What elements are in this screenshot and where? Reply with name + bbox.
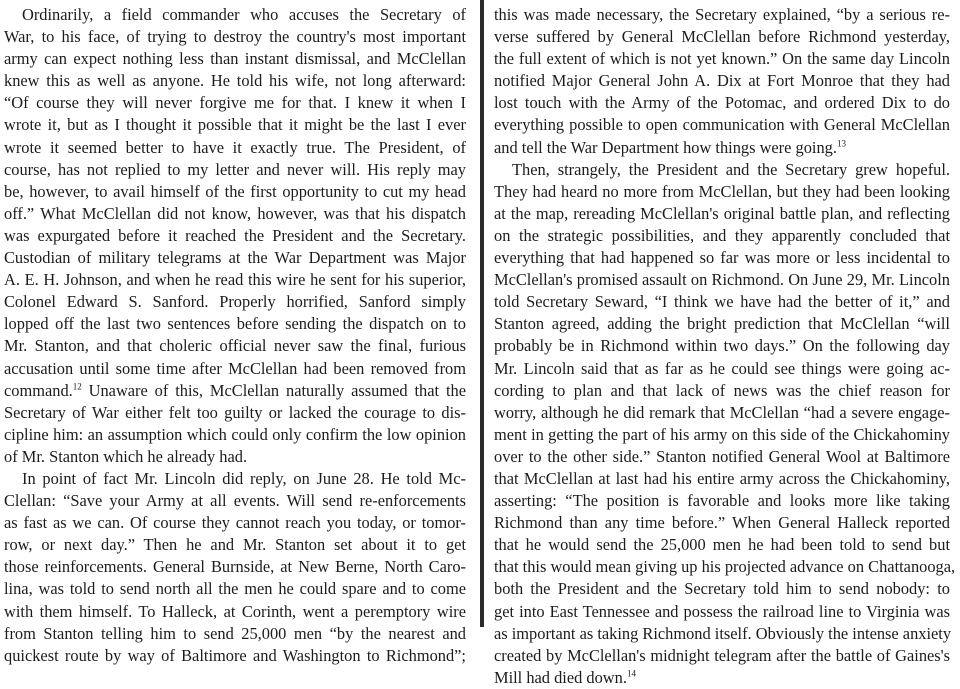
text-line [494, 4, 950, 26]
text-line-content: from Stanton telling him to send 25,000 men “by the nearest and [4, 623, 466, 643]
text-line-content: told Secretary Seward, “I think we have had the better of it,” and [494, 292, 950, 312]
text-line [4, 225, 466, 247]
text-line-content: and tell the War Department how things were going. [494, 137, 837, 157]
text-line-content: army can expect nothing less than instant dismissal, and McClellan [4, 49, 466, 69]
text-line [4, 534, 466, 556]
text-line [494, 225, 950, 247]
text-line [494, 181, 950, 203]
text-line-content: knew this as well as anyone. He told his wife, not long afterward: [4, 71, 466, 91]
text-line [494, 380, 950, 402]
text-line-content: of Mr. Stanton which he already had. [4, 446, 248, 466]
text-line [4, 70, 466, 92]
text-line-content: probably be in Richmond within two days.” On the following day [494, 336, 950, 356]
text-line [4, 380, 466, 402]
text-line [4, 490, 466, 512]
text-line-content: with them himself. To Halleck, at Corinth, went a peremptory wire [4, 601, 466, 621]
text-line-content: get into East Tennessee and possess the railroad line to Virginia was [494, 601, 950, 621]
text-line-content: everything possible to open communication with General McClellan [494, 115, 950, 135]
text-line [494, 137, 950, 159]
text-line [4, 358, 466, 380]
text-line-content: those reinforcements. General Burnside, at New Berne, North Caro- [4, 557, 466, 577]
text-line [494, 490, 950, 512]
text-line [494, 623, 950, 645]
text-line [4, 92, 466, 114]
text-line [494, 645, 950, 667]
text-line [494, 26, 950, 48]
text-line-content: lost touch with the Army of the Potomac, and ordered Dix to do [494, 93, 950, 113]
text-line-content: accusation until some time after McClellan had been removed from [4, 358, 466, 378]
text-line-content: notified Major General John A. Dix at Fort Monroe that they had [494, 71, 950, 91]
text-line-content: In point of fact Mr. Lincoln did reply, on June 28. He told Mc- [22, 468, 466, 488]
text-line [494, 48, 950, 70]
text-line [4, 468, 466, 490]
text-line [494, 468, 950, 490]
text-line-content: verse suffered by General McClellan before Richmond yesterday, [494, 27, 950, 47]
text-line-content: worry, although he did remark that McClellan “had a severe engage- [494, 402, 950, 422]
text-line-content: wrote it, but as I thought it possible that it might be the last I ever [4, 115, 466, 135]
text-line-content: A. E. H. Johnson, and when he read this wire he sent for his superior, [4, 270, 466, 290]
text-line-content: Stanton agreed, adding the bright prediction that McClellan “will [494, 314, 950, 334]
text-line-content: that this would mean giving up his projected advance on Chattanooga, [494, 557, 956, 577]
text-line [4, 114, 466, 136]
text-line [4, 402, 466, 424]
text-line [494, 203, 950, 225]
text-line [4, 623, 466, 645]
text-line [494, 601, 950, 623]
text-line-content: They had heard no more from McClellan, but they had been looking [494, 181, 950, 201]
text-line [494, 512, 950, 534]
text-line-content: ment in getting the part of his army on this side of the Chickahominy [494, 424, 950, 444]
text-line-content: as important as taking Richmond itself. Obviously the intense anxiety [494, 623, 952, 643]
text-line [4, 556, 466, 578]
right-page-text-column [494, 4, 956, 689]
text-line-content: Secretary of War either felt too guilty or lacked the courage to dis- [4, 402, 466, 422]
text-line [4, 578, 466, 600]
text-line-content: Custodian of military telegrams at the War Department was Major [4, 248, 466, 268]
text-line [494, 578, 950, 600]
text-line [494, 159, 950, 181]
text-line-content: off.” What McClellan did not know, however, was that his dispatch [4, 203, 466, 223]
text-line [494, 556, 956, 578]
text-line [4, 269, 466, 291]
text-line-content: on the strategic possibilities, and they apparently concluded that [494, 225, 950, 245]
text-line [4, 203, 466, 225]
text-line-content: course, has not replied to my letter and never will. His reply may [4, 159, 466, 179]
text-line-content: command. [4, 380, 73, 400]
text-line [4, 181, 466, 203]
text-line [4, 335, 466, 357]
text-line-content: quickest route by way of Baltimore and Washington to Richmond”; [4, 645, 466, 665]
text-line [494, 114, 950, 136]
text-line [494, 291, 950, 313]
text-line-content: Richmond than any time before.” When General Halleck reported [494, 513, 950, 533]
text-line-content: Then, strangely, the President and the Secretary grew hopeful. [512, 159, 950, 179]
text-line [4, 601, 466, 623]
footnote-reference[interactable]: 12 [72, 381, 82, 392]
text-line-content: lopped off the last two sentences before sending the dispatch on to [4, 314, 466, 334]
text-line [494, 534, 950, 556]
text-line [494, 92, 950, 114]
text-line-content: War, to his face, of trying to destroy the country's most important [4, 27, 466, 47]
text-line-content: as fast as we can. Of course they cannot reach you today, or tomor- [4, 513, 466, 533]
text-line [4, 4, 466, 26]
text-line [494, 313, 950, 335]
text-line-content: was expurgated before it reached the President and the Secretary. [4, 225, 466, 245]
text-line-content: Mr. Lincoln said that as far as he could see things were going ac- [494, 358, 950, 378]
footnote-reference[interactable]: 13 [836, 138, 846, 149]
text-line [4, 512, 466, 534]
text-line [494, 269, 950, 291]
text-line [494, 358, 950, 380]
text-line [4, 137, 466, 159]
text-line [4, 424, 466, 446]
text-line-content: be, however, to avail himself of the first opportunity to cut my head [4, 181, 466, 201]
text-line [494, 247, 950, 269]
right-page [484, 0, 960, 687]
text-line-content: Mr. Stanton, and that choleric official never saw the final, furious [4, 336, 466, 356]
text-line-content: the full extent of which is not yet known.” On the same day Lincoln [494, 49, 950, 69]
text-line-content: Ordinarily, a field commander who accuses the Secretary of [22, 5, 466, 24]
text-line-continuation: Unaware of this, McClellan naturally assumed that the [81, 380, 466, 400]
text-line-content: Mill had died down. [494, 667, 627, 687]
text-line-content: “Of course they will never forgive me for that. I knew it when I [4, 93, 466, 113]
left-page-text-column [4, 4, 466, 667]
text-line [494, 70, 950, 92]
text-line-content: Clellan: “Save your Army at all events. Will send re-enforcements [4, 491, 466, 511]
text-line-content: created by McClellan's midnight telegram after the battle of Gaines's [494, 645, 950, 665]
text-line [494, 335, 950, 357]
text-line-content: over to the other side.” Stanton notified General Wool at Baltimore [494, 446, 950, 466]
text-line-content: cording to plan and that lack of news was the chief reason for [494, 380, 950, 400]
text-line-content: wrote it seemed better to have it exactly true. The President, of [4, 137, 466, 157]
text-line-content: both the President and the Secretary told him to send nobody: to [494, 579, 950, 599]
text-line [4, 291, 466, 313]
text-line-content: cipline him: an assumption which could only confirm the low opinion [4, 424, 466, 444]
text-line-content: Colonel Edward S. Sanford. Properly horrified, Sanford simply [4, 292, 466, 312]
text-line-content: asserting: “The position is favorable and looks more like taking [494, 491, 950, 511]
text-line [4, 313, 466, 335]
text-line [4, 48, 466, 70]
text-line-content: that he would send the 25,000 men he had been told to send but [494, 535, 950, 555]
text-line-content: this was made necessary, the Secretary explained, “by a serious re- [494, 5, 950, 24]
text-line [4, 26, 466, 48]
left-page [0, 0, 480, 665]
text-line-content: row, or next day.” Then he and Mr. Stanton set about it to get [4, 535, 466, 555]
text-line [494, 446, 950, 468]
text-line [4, 247, 466, 269]
text-line [494, 424, 950, 446]
text-line-content: that McClellan at last had his entire army across the Chickahominy, [494, 468, 950, 488]
text-line [4, 446, 466, 468]
text-line-content: lina, was told to send north all the men he could spare and to come [4, 579, 466, 599]
text-line [4, 159, 466, 181]
text-line-content: everything that had happened so far was more or less incidental to [494, 248, 950, 268]
text-line [494, 667, 950, 689]
text-line-content: at the map, rereading McClellan's original battle plan, and reflecting [494, 203, 950, 223]
text-line-content: McClellan's promised assault on Richmond. On June 29, Mr. Lincoln [494, 270, 950, 290]
footnote-reference[interactable]: 14 [626, 668, 636, 679]
text-line [494, 402, 950, 424]
text-line [4, 645, 466, 667]
